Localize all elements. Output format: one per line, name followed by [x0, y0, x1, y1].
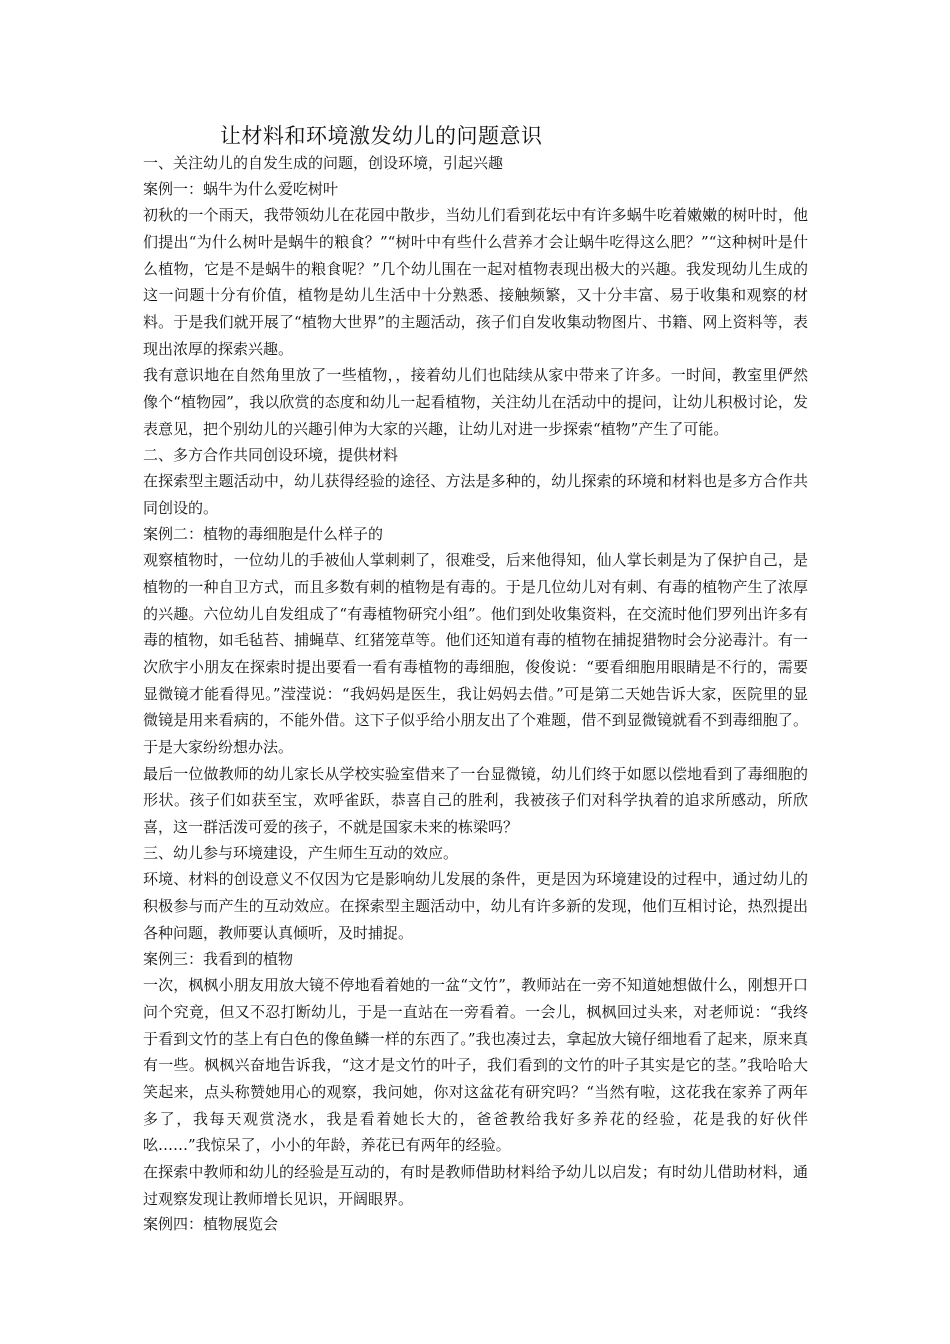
section-heading-3: 三、幼儿参与环境建设，产生师生互动的效应。	[143, 843, 459, 862]
case-heading-3: 案例三：我看到的植物	[143, 949, 294, 968]
case-heading-2: 案例二：植物的毒细胞是什么样子的	[143, 524, 384, 543]
paragraph-6: 环境、材料的创设意义不仅因为它是影响幼儿发展的条件，更是因为环境建设的过程中，通过幼儿的积极参与而产生的互动效应。在探索型主题活动中，幼儿有许多新的发现，他们互相讨论，热烈提出各种问题，教师要认真倾听，及时捕捉。	[143, 870, 808, 942]
paragraph-5: 最后一位做教师的幼儿家长从学校实验室借来了一台显微镜，幼儿们终于如愿以偿地看到了毒细胞的形状。孩子们如获至宝，欢呼雀跃，恭喜自己的胜利，我被孩子们对科学执着的追求所感动，所欣喜，这一群活泼可爱的孩子，不就是国家未来的栋梁吗？	[143, 764, 808, 837]
document-title: 让材料和环境激发幼儿的问题意识	[220, 124, 543, 148]
paragraph-4: 观察植物时，一位幼儿的手被仙人掌刺刺了，很难受，后来他得知，仙人掌长刺是为了保护自己，是植物的一种自卫方式，而且多数有刺的植物是有毒的。于是几位幼儿对有刺、有毒的植物产生了浓厚的兴趣。六位幼儿自发组成了“有毒植物研究小组”。他们到处收集资料，在交流时他们罗列出许多有毒的植物，如毛毡苔、捕蝇草、红猪笼草等。他们还知道有毒的植物在捕捉猎物时会分泌毒汁。有一次欣宇小朋友在探索时提出要看一看有毒植物的毒细胞，俊俊说：“要看细胞用眼睛是不行的，需要显微镜才能看得见。”滢滢说：“我妈妈是医生，我让妈妈去借。”可是第二天她告诉大家，医院里的显微镜是用来看病的，不能外借。这下子似乎给小朋友出了个难题，借不到显微镜就看不到毒细胞了。于是大家纷纷想办法。	[143, 551, 808, 757]
case-heading-4: 案例四：植物展览会	[143, 1215, 279, 1234]
paragraph-7: 一次，枫枫小朋友用放大镜不停地看着她的一盆“文竹”，教师站在一旁不知道她想做什么，刚想开口问个究竟，但又不忍打断幼儿，于是一直站在一旁看着。一会儿，枫枫回过头来，对老师说：“我终于看到文竹的茎上有白色的像鱼鳞一样的东西了。”我也凑过去，拿起放大镜仔细地看了起来，原来真有一些。枫枫兴奋地告诉我，“这才是文竹的叶子，我们看到的文竹的叶子其实是它的茎。”我哈哈大笑起来，点头称赞她用心的观察，我问她，你对这盆花有研究吗？“当然有啦，这花我在家养了两年多了，我每天观赏浇水，我是看着她长大的，爸爸教给我好多养花的经验，花是我的好伙伴吆……”我惊呆了，小小的年龄，养花已有两年的经验。	[143, 976, 808, 1155]
paragraph-2: 我有意识地在自然角里放了一些植物，，接着幼儿们也陆续从家中带来了许多。一时间，教室里俨然像个“植物园”，我以欣赏的态度和幼儿一起看植物，关注幼儿在活动中的提问，让幼儿积极讨论，发表意见，把个别幼儿的兴趣引伸为大家的兴趣，让幼儿对进一步探索“植物”产生了可能。	[143, 366, 808, 438]
document-blocks	[143, 151, 808, 1238]
paragraph-8: 在探索中教师和幼儿的经验是互动的，有时是教师借助材料给予幼儿以启发；有时幼儿借助材料，通过观察发现让教师增长见识，开阔眼界。	[143, 1163, 808, 1208]
paragraph-3: 在探索型主题活动中，幼儿获得经验的途径、方法是多种的，幼儿探索的环境和材料也是多方合作共同创设的。	[143, 472, 808, 517]
paragraph-1: 初秋的一个雨天，我带领幼儿在花园中散步，当幼儿们看到花坛中有许多蜗牛吃着嫩嫩的树叶时，他们提出“为什么树叶是蜗牛的粮食？”“树叶中有些什么营养才会让蜗牛吃得这么肥？”“这种树叶是什么植物，它是不是蜗牛的粮食呢？”几个幼儿围在一起对植物表现出极大的兴趣。我发现幼儿生成的这一问题十分有价值，植物是幼儿生活中十分熟悉、接触频繁，又十分丰富、易于收集和观察的材料。于是我们就开展了“植物大世界”的主题活动，孩子们自发收集动物图片、书籍、网上资料等，表现出浓厚的探索兴趣。	[143, 206, 808, 358]
case-heading-1: 案例一：蜗牛为什么爱吃树叶	[143, 179, 339, 198]
section-heading-1: 一、关注幼儿的自发生成的问题，创设环境，引起兴趣	[143, 154, 504, 172]
document-body	[143, 122, 808, 1238]
section-heading-2: 二、多方合作共同创设环境，提供材料	[143, 445, 399, 464]
